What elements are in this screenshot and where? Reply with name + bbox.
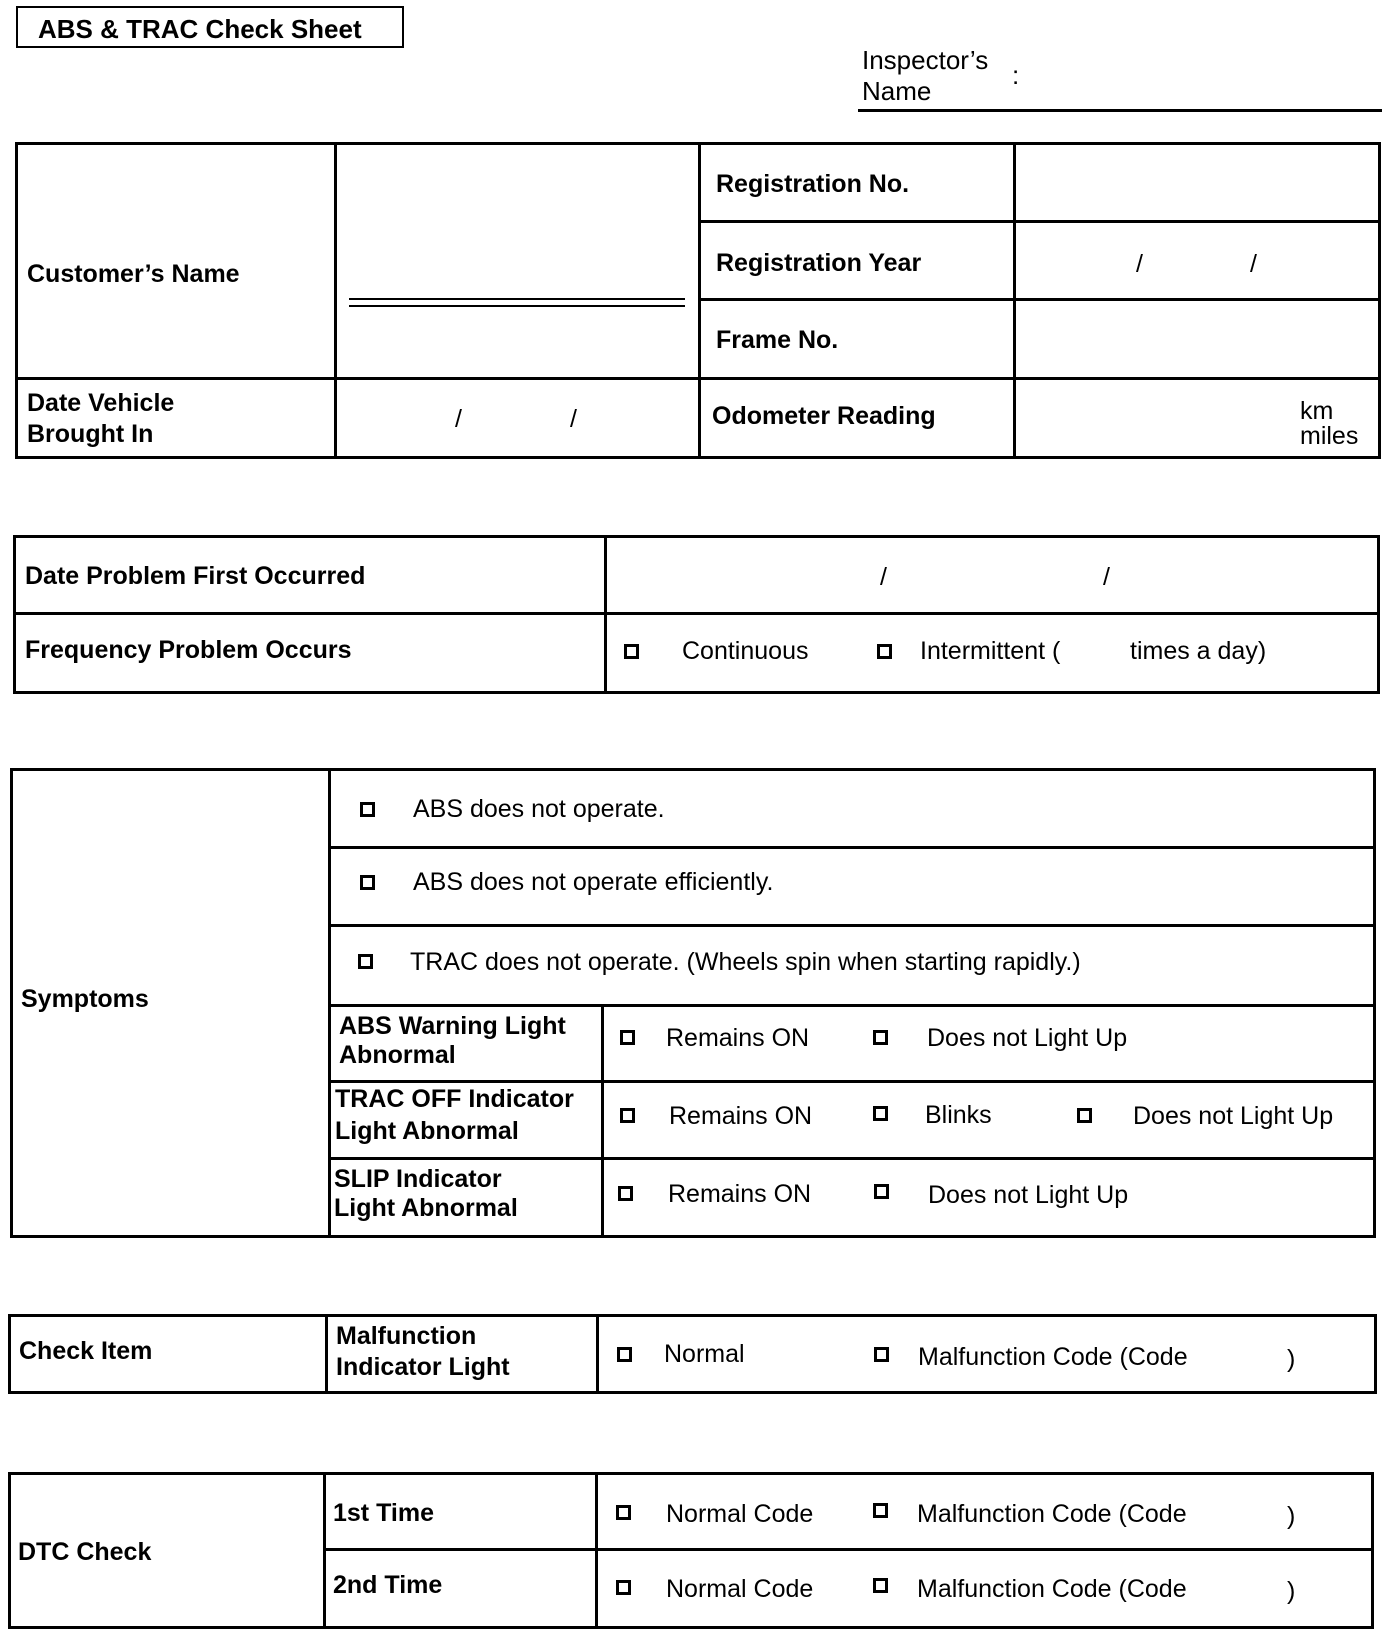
registration-no-field[interactable] bbox=[1016, 145, 1378, 220]
dtc-1-normal-checkbox[interactable] bbox=[616, 1505, 631, 1520]
symptom-item: ABS does not operate efficiently. bbox=[413, 868, 774, 896]
inspector-label-line1: Inspector’s bbox=[862, 45, 989, 75]
mil-malfunction-label: Malfunction Code (Code bbox=[918, 1343, 1188, 1371]
customer-name-underline bbox=[349, 305, 685, 307]
check-item-label: Check Item bbox=[19, 1337, 153, 1365]
abs-not-operate-checkbox[interactable] bbox=[360, 802, 375, 817]
intermittent-checkbox[interactable] bbox=[877, 644, 892, 659]
date-brought-in-label-line2: Brought In bbox=[27, 420, 154, 448]
inspector-label-line2: Name bbox=[862, 76, 932, 106]
dtc-2-close-paren: ) bbox=[1287, 1577, 1296, 1605]
slip-label-line1: SLIP Indicator bbox=[334, 1165, 502, 1193]
inspector-name-field[interactable] bbox=[858, 109, 1382, 112]
date-first-sep1: / bbox=[880, 563, 887, 591]
date-first-occurred-label: Date Problem First Occurred bbox=[25, 562, 366, 590]
date-brought-in-label-line1: Date Vehicle bbox=[27, 389, 175, 417]
trac-off-label-line1: TRAC OFF Indicator bbox=[335, 1085, 574, 1113]
symptoms-table bbox=[10, 768, 1376, 1238]
dtc-2-malfunction-checkbox[interactable] bbox=[873, 1578, 888, 1593]
abs-not-efficient-checkbox[interactable] bbox=[360, 875, 375, 890]
continuous-label: Continuous bbox=[682, 637, 809, 665]
trac-off-no-light-checkbox[interactable] bbox=[1077, 1108, 1092, 1123]
abs-warning-label-line1: ABS Warning Light bbox=[339, 1012, 566, 1040]
trac-off-label-line2: Light Abnormal bbox=[335, 1117, 519, 1145]
vline bbox=[601, 1004, 604, 1238]
slip-remains-on-label: Remains ON bbox=[668, 1180, 812, 1208]
mil-normal-checkbox[interactable] bbox=[617, 1347, 632, 1362]
registration-year-sep2: / bbox=[1250, 250, 1257, 278]
hline bbox=[328, 1157, 1376, 1160]
dtc-1-close-paren: ) bbox=[1287, 1502, 1296, 1530]
hline bbox=[13, 612, 1380, 615]
abs-warning-no-light-checkbox[interactable] bbox=[873, 1030, 888, 1045]
dtc-check-label: DTC Check bbox=[18, 1538, 152, 1566]
abs-warning-label-line2: Abnormal bbox=[339, 1041, 456, 1069]
inspector-colon: : bbox=[1012, 60, 1020, 90]
dtc-1-malfunction-checkbox[interactable] bbox=[873, 1503, 888, 1518]
symptom-item: TRAC does not operate. (Wheels spin when starting rapidly.) bbox=[410, 948, 1081, 976]
page-title: ABS & TRAC Check Sheet bbox=[38, 14, 362, 44]
continuous-checkbox[interactable] bbox=[624, 644, 639, 659]
slip-no-light-label: Does not Light Up bbox=[928, 1181, 1129, 1209]
unit-km: km bbox=[1300, 397, 1334, 425]
abs-warning-no-light-label: Does not Light Up bbox=[927, 1024, 1128, 1052]
trac-off-blinks-checkbox[interactable] bbox=[873, 1106, 888, 1121]
hline bbox=[15, 377, 1381, 380]
customer-name-field[interactable] bbox=[349, 298, 685, 300]
abs-warning-remains-on-checkbox[interactable] bbox=[620, 1030, 635, 1045]
symptom-item: ABS does not operate. bbox=[413, 795, 665, 823]
trac-off-remains-on-label: Remains ON bbox=[669, 1102, 813, 1130]
date-brought-in-sep2: / bbox=[570, 405, 577, 433]
vline bbox=[328, 768, 331, 1238]
times-a-day-label: times a day) bbox=[1130, 637, 1267, 665]
title-box bbox=[16, 6, 404, 48]
registration-year-sep1: / bbox=[1136, 250, 1143, 278]
frequency-label: Frequency Problem Occurs bbox=[25, 636, 352, 664]
vline bbox=[325, 1314, 328, 1394]
intermittent-label: Intermittent ( bbox=[920, 637, 1061, 665]
slip-no-light-checkbox[interactable] bbox=[874, 1184, 889, 1199]
hline bbox=[328, 1004, 1376, 1007]
vline bbox=[334, 142, 337, 459]
frame-no-label: Frame No. bbox=[716, 326, 839, 354]
vline bbox=[596, 1314, 599, 1394]
dtc-2-normal-checkbox[interactable] bbox=[616, 1580, 631, 1595]
slip-remains-on-checkbox[interactable] bbox=[618, 1186, 633, 1201]
registration-no-label: Registration No. bbox=[716, 170, 910, 198]
date-first-sep2: / bbox=[1103, 563, 1110, 591]
date-brought-in-sep1: / bbox=[455, 405, 462, 433]
trac-off-remains-on-checkbox[interactable] bbox=[620, 1108, 635, 1123]
frame-no-field[interactable] bbox=[1016, 301, 1378, 377]
customer-name-label: Customer’s Name bbox=[27, 260, 240, 288]
hline bbox=[323, 1548, 1374, 1551]
hline bbox=[328, 1080, 1376, 1083]
dtc-1-malfunction-label: Malfunction Code (Code bbox=[917, 1500, 1187, 1528]
trac-off-blinks-label: Blinks bbox=[925, 1101, 992, 1129]
mil-code-close-paren: ) bbox=[1287, 1345, 1296, 1373]
dtc-row-time-label: 1st Time bbox=[333, 1499, 434, 1527]
dtc-2-normal-label: Normal Code bbox=[666, 1575, 814, 1603]
trac-not-operate-checkbox[interactable] bbox=[358, 954, 373, 969]
mil-label-line2: Indicator Light bbox=[336, 1353, 510, 1381]
hline bbox=[698, 220, 1381, 223]
trac-off-no-light-label: Does not Light Up bbox=[1133, 1102, 1334, 1130]
registration-year-label: Registration Year bbox=[716, 249, 922, 277]
abs-warning-remains-on-label: Remains ON bbox=[666, 1024, 810, 1052]
slip-label-line2: Light Abnormal bbox=[334, 1194, 518, 1222]
symptoms-label: Symptoms bbox=[21, 985, 149, 1013]
dtc-1-normal-label: Normal Code bbox=[666, 1500, 814, 1528]
hline bbox=[328, 846, 1376, 849]
unit-miles: miles bbox=[1300, 422, 1359, 450]
hline bbox=[328, 924, 1376, 927]
odometer-label: Odometer Reading bbox=[712, 402, 936, 430]
mil-malfunction-checkbox[interactable] bbox=[874, 1347, 889, 1362]
dtc-2-malfunction-label: Malfunction Code (Code bbox=[917, 1575, 1187, 1603]
mil-normal-label: Normal bbox=[664, 1340, 745, 1368]
mil-label-line1: Malfunction bbox=[336, 1322, 477, 1350]
dtc-row-time-label: 2nd Time bbox=[333, 1571, 443, 1599]
